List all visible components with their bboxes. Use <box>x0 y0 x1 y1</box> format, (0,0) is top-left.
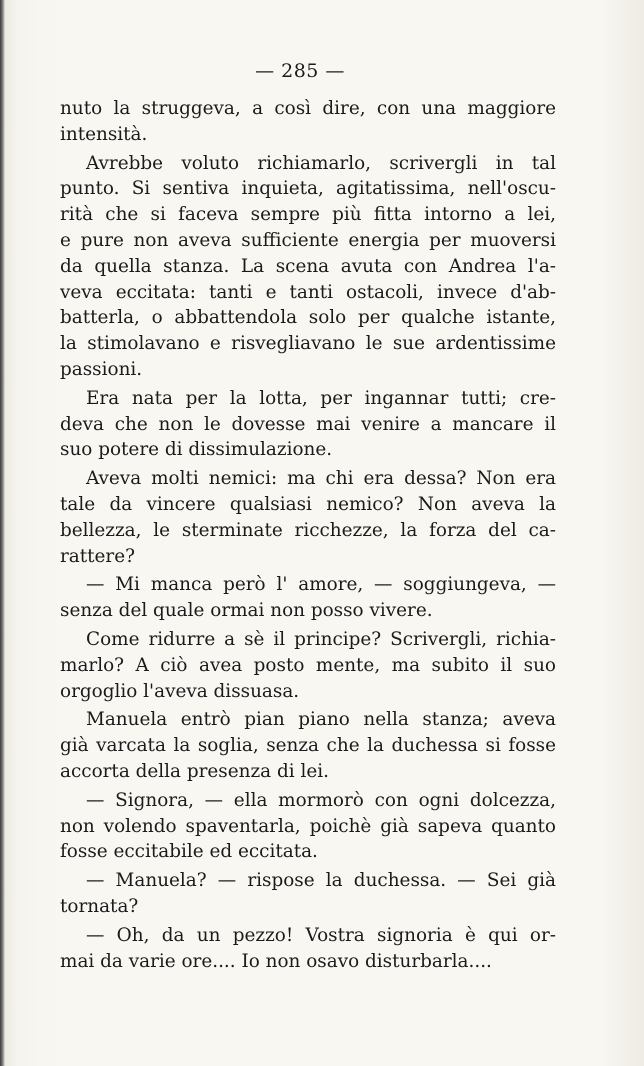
text-line: e pure non aveva sufficiente energia per muoversi <box>60 229 556 251</box>
text-line: — Mi manca però l' amore, — soggiungeva, — <box>86 574 556 596</box>
text-line: tale da vincere qualsiasi nemico? Non aveva la <box>60 493 556 515</box>
binding-edge <box>0 0 5 1066</box>
page-text <box>60 96 556 974</box>
text-line: da quella stanza. La scena avuta con Andrea l'a- <box>60 255 556 277</box>
text-line: fosse eccitabile ed eccitata. <box>60 841 318 863</box>
text-line: marlo? A ciò avea posto mente, ma subito il suo <box>60 654 556 676</box>
text-line: Aveva molti nemici: ma chi era dessa? Non era <box>86 468 556 490</box>
text-line: rità che si faceva sempre più fitta intorno a lei, <box>60 204 556 226</box>
text-line: passioni. <box>60 358 143 380</box>
text-line: già varcata la soglia, senza che la duchessa si fosse <box>60 735 556 757</box>
text-line: orgoglio l'aveva dissuasa. <box>60 680 300 702</box>
text-line: bellezza, le sterminate ricchezze, la forza del ca- <box>60 519 556 541</box>
text-line: la stimolavano e risvegliavano le sue ardentissime <box>60 333 556 355</box>
text-line: Avrebbe voluto richiamarlo, scrivergli in tal <box>86 152 556 174</box>
page-number: — 285 — <box>255 60 345 82</box>
text-line: senza del quale ormai non posso vivere. <box>60 600 433 622</box>
text-line: punto. Si sentiva inquieta, agitatissima, nell'oscu- <box>60 178 556 200</box>
text-line: Manuela entrò pian piano nella stanza; aveva <box>86 709 556 731</box>
text-line: rattere? <box>60 545 135 567</box>
text-line: — Oh, da un pezzo! Vostra signoria è qui or- <box>86 924 556 946</box>
text-line: mai da varie ore.... Io non osavo disturbarla.... <box>60 950 492 972</box>
text-line: Come ridurre a sè il principe? Scrivergli, richia- <box>86 628 556 650</box>
text-line: veva eccitata: tanti e tanti ostacoli, invece d'ab- <box>60 281 556 303</box>
text-line: suo potere di dissimulazione. <box>60 439 333 461</box>
text-line: deva che non le dovesse mai venire a mancare il <box>60 413 556 435</box>
text-line: Era nata per la lotta, per ingannar tutti; cre- <box>86 387 556 409</box>
text-line: batterla, o abbattendola solo per qualche istante, <box>60 307 556 329</box>
text-line: — Signora, — ella mormorò con ogni dolcezza, <box>86 789 556 811</box>
text-line: accorta della presenza di lei. <box>60 760 329 782</box>
text-line: — Manuela? — rispose la duchessa. — Sei già <box>86 870 556 892</box>
text-line: tornata? <box>60 895 139 917</box>
text-line: non volendo spaventarla, poichè già sapeva quanto <box>60 815 556 837</box>
text-line: nuto la struggeva, a così dire, con una maggiore <box>60 98 556 119</box>
text-line: intensità. <box>60 123 148 145</box>
